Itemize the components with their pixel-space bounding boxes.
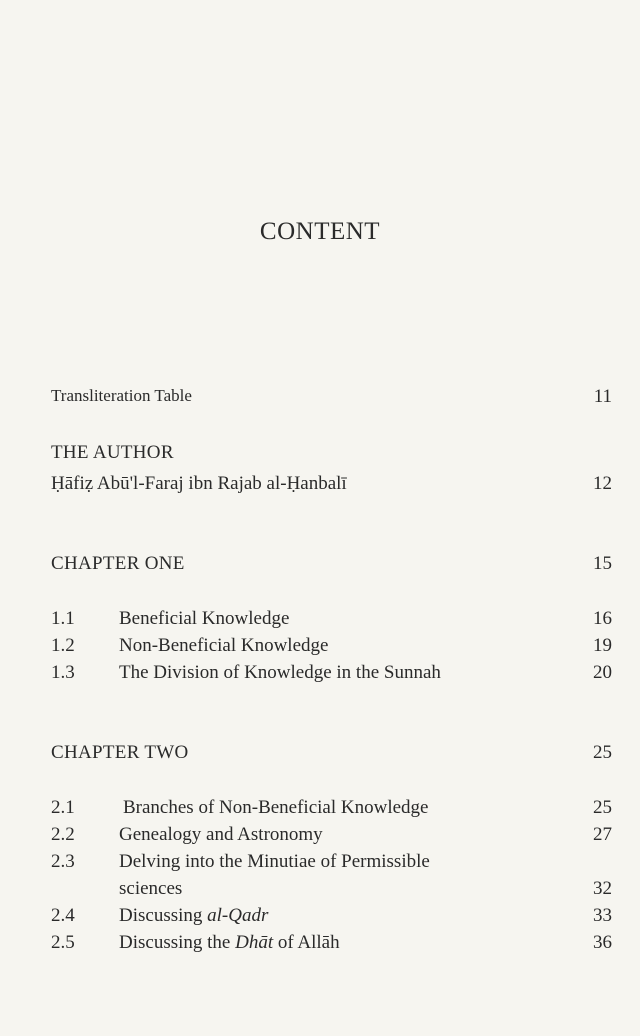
title-italic-term: al-Qadr — [207, 905, 269, 926]
toc-page-number: 12 — [593, 473, 612, 494]
section-title-continued: sciences — [119, 878, 183, 899]
toc-entry-author-name[interactable] — [0, 473, 640, 501]
toc-page-number: 25 — [593, 742, 612, 763]
title-italic-term: Dhāt — [235, 932, 274, 953]
chapter-heading: CHAPTER ONE — [51, 553, 185, 574]
toc-entry-transliteration[interactable] — [0, 386, 640, 414]
page-title: CONTENT — [259, 218, 381, 245]
toc-entry-label: Ḥāfiẓ Abū'l-Faraj ibn Rajab al-Ḥanbalī — [51, 473, 347, 494]
toc-chapter-one[interactable] — [0, 553, 640, 581]
section-title: The Division of Knowledge in the Sunnah — [119, 662, 441, 683]
section-title: Beneficial Knowledge — [119, 608, 290, 629]
section-title — [119, 932, 340, 954]
section-number: 2.1 — [51, 797, 75, 818]
toc-entry[interactable] — [0, 905, 640, 933]
section-title: Genealogy and Astronomy — [119, 824, 323, 845]
toc-entry[interactable] — [0, 851, 640, 907]
title-text: Discussing — [119, 905, 208, 926]
title-text: Discussing the — [119, 932, 236, 953]
toc-entry[interactable] — [0, 932, 640, 960]
toc-page-number: 19 — [593, 635, 612, 656]
toc-page-number: 11 — [593, 386, 612, 407]
section-number: 2.5 — [51, 932, 75, 953]
toc-entry-label: Transliteration Table — [51, 386, 192, 405]
section-number: 1.2 — [51, 635, 75, 656]
toc-page-number: 20 — [593, 662, 612, 683]
toc-entry[interactable] — [0, 662, 640, 690]
section-number: 2.3 — [51, 851, 75, 872]
title-text: of Allāh — [273, 932, 340, 953]
toc-chapter-two[interactable] — [0, 742, 640, 770]
toc-page-number: 32 — [593, 878, 612, 899]
toc-page-number: 33 — [593, 905, 612, 926]
toc-page-number: 27 — [593, 824, 612, 845]
section-number: 1.1 — [51, 608, 75, 629]
section-number: 2.2 — [51, 824, 75, 845]
toc-page-number: 16 — [593, 608, 612, 629]
toc-entry[interactable] — [0, 608, 640, 636]
chapter-heading: CHAPTER TWO — [51, 742, 189, 763]
toc-page-number: 36 — [593, 932, 612, 953]
toc-entry[interactable] — [0, 797, 640, 825]
toc-entry[interactable] — [0, 635, 640, 663]
toc-page-number: 25 — [593, 797, 612, 818]
toc-page-number: 15 — [593, 553, 612, 574]
toc-entry[interactable] — [0, 824, 640, 852]
section-number: 2.4 — [51, 905, 75, 926]
section-title: Non-Beneficial Knowledge — [119, 635, 329, 656]
section-title: Delving into the Minutiae of Permissible — [119, 851, 430, 872]
section-title — [119, 905, 268, 927]
section-number: 1.3 — [51, 662, 75, 683]
section-title: Branches of Non-Beneficial Knowledge — [123, 797, 429, 818]
toc-section-author — [0, 442, 640, 470]
section-heading: THE AUTHOR — [51, 442, 174, 463]
